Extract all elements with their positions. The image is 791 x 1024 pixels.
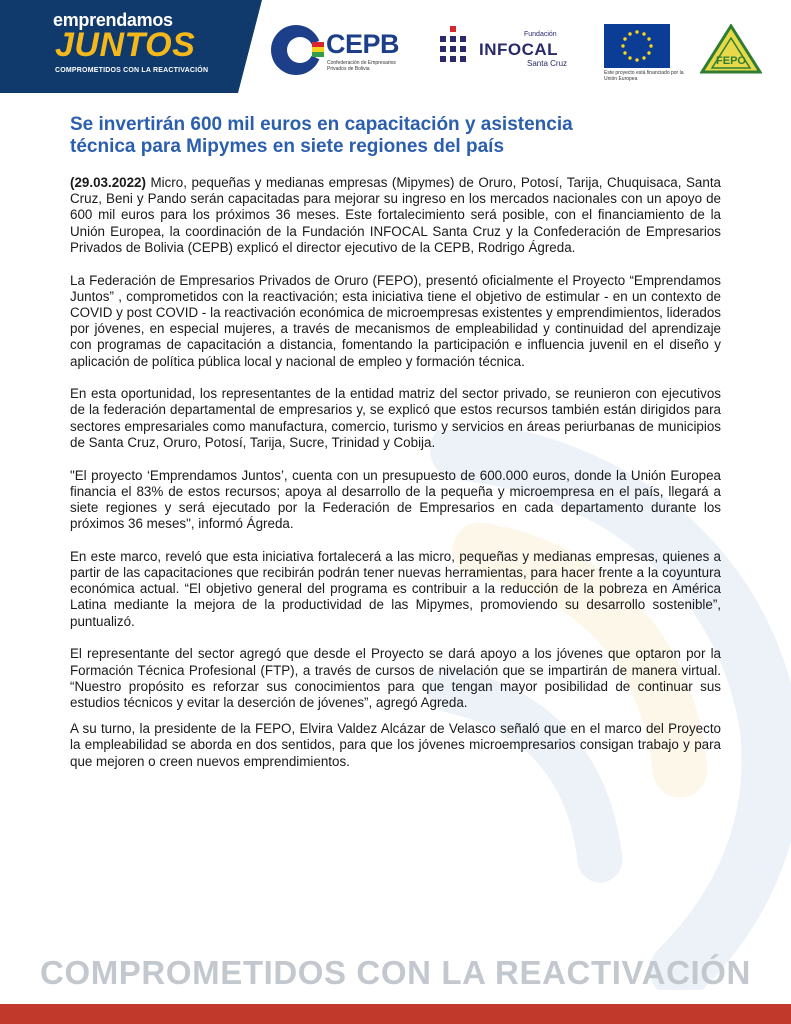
cepb-logo-subtitle: Confederación de Empresarios Privados de Bolivia [327,60,396,72]
paragraph-1-text: Micro, pequeñas y medianas empresas (Mipymes) de Oruro, Potosí, Tarija, Chuquisaca, Santa Cruz, Beni y Pando serán capacitadas para mejorar su ingreso en los mercados nacionales con un apoyo de 600 mil euros para los próximos 36 meses. Este fortalecimiento será posible, con el financiamiento de la Unión Europea, la coordinación de la Fundación INFOCAL Santa Cruz y la Confederación de Empresarios Privados de Bolivia (CEPB) explicó el director ejecutivo de la CEPB, Rodrigo Ágreda. [70,175,721,255]
paragraph-6: El representante del sector agregó que desde el Proyecto se dará apoyo a los jóvenes que optaron por la Formación Técnica Profesional (FTP), a través de cursos de nivelación que se impartirán de manera virtual. “Nuestro propósito es reforzar sus conocimientos para que tengan mayor posibilidad de continuar sus estudios técnicos y evitar la deserción de jóvenes”, agregó Agreda. [70,646,721,710]
paragraph-3: En esta oportunidad, los representantes de la entidad matriz del sector privado, se reunieron con ejecutivos de la federación departamental de empresarios y, se explicó que estos recursos también están dirigidos para sectores empresariales como manufactura, comercio, turismo y servicios en áreas periurbanas de municipios de Santa Cruz, Oruro, Potosí, Tarija, Sucre, Trinidad y Cobija. [70,386,721,450]
brand-logo-line1: emprendamos [53,10,173,30]
brand-logo-tagline: COMPROMETIDOS CON LA REACTIVACIÓN [55,67,209,74]
paragraph-2: La Federación de Empresarios Privados de Oruro (FEPO), presentó oficialmente el Proyecto “Emprendamos Juntos” , comprometidos con la reactivación; esta iniciativa tiene el objetivo de estimular - en un contexto de COVID y post COVID - la reactivación económica de microempresas existentes y emprendimientos, liderados por jóvenes, en especial mujeres, a través de mecanismos de empleabilidad y continuidad del aprendizaje con programas de capacitación a distancia, fomentando la participación e influencia juvenil en el diseño y aplicación de política pública local y nacional de empleo y formación técnica. [70,272,721,369]
paragraph-5: En este marco, reveló que esta iniciativa fortalecerá a las micro, pequeñas y medianas empresas, quienes a partir de las capacitaciones que recibirán podrán tener nuevas herramientas, para hacer frente a la coyuntura económica actual. “El objetivo general del programa es contribuir a la reducción de la pobreza en América Latina mediante la mejora de la productividad de las Mipymes, promoviendo su desarrollo sostenible”, puntualizó. [70,548,721,629]
brand-logo-line2: JUNTOS [55,26,196,64]
infocal-logo-city: Santa Cruz [527,59,568,68]
fepo-logo-text: FEPO [716,55,746,67]
footer-red-bar [0,1004,791,1024]
paragraph-1 [70,175,721,256]
infocal-logo-name: INFOCAL [479,40,559,59]
article-title-line2: técnica para Mipymes en siete regiones del país [70,136,505,157]
page-header [0,0,791,96]
eu-funding-caption: Este proyecto está financiado por la Unión Europea [604,70,684,82]
fepo-logo-icon [700,24,762,74]
eu-flag-icon [604,24,670,68]
footer-slogan: COMPROMETIDOS CON LA REACTIVACIÓN [40,954,751,991]
cepb-logo-name: CEPB [326,29,400,59]
article-title-line1: Se invertirán 600 mil euros en capacitación y asistencia [70,114,573,135]
paragraph-7: A su turno, la presidente de la FEPO, Elvira Valdez Alcázar de Velasco señaló que en el marco del Proyecto la empleabilidad se aborda en dos sentidos, para que los jóvenes microempresarios consigan trabajo y para que mejoren o creen nuevos emprendimientos. [70,721,721,769]
article-date: (29.03.2022) [70,175,146,190]
article-title [70,114,710,158]
paragraph-4: "El proyecto ‘Emprendamos Juntos’, cuenta con un presupuesto de 600.000 euros, donde la Unión Europea financia el 83% de estos recursos; apoya al desarrollo de la pequeña y microempresa en el país, llegará a siete regiones y será ejecutado por la Federación de Empresarios en cada departamento durante los próximos 36 meses", informó Ágreda. [70,467,721,532]
article-body [70,175,721,786]
infocal-logo-prefix: Fundación [524,31,557,38]
